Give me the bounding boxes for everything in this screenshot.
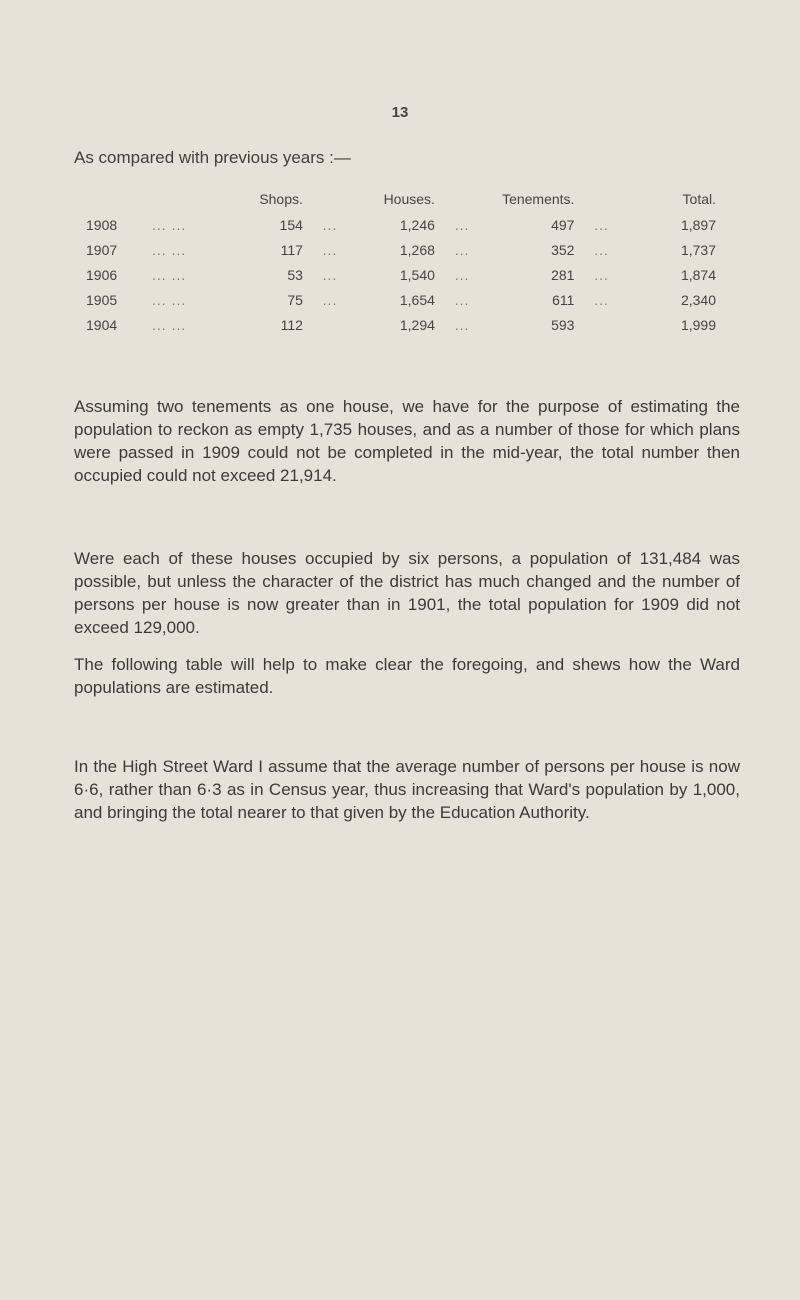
total-cell: 1,897 — [680, 216, 716, 233]
table-row — [86, 287, 716, 312]
houses-cell: 1,654 — [399, 291, 435, 308]
houses-cell: 1,540 — [399, 266, 435, 283]
tenements-cell: 611 — [552, 291, 575, 308]
leader-dots: ... — [594, 216, 609, 233]
year-cell: 1908 — [86, 216, 118, 233]
tenements-cell: 281 — [551, 266, 575, 283]
shops-cell: 53 — [287, 266, 303, 283]
table-header-row — [86, 186, 716, 212]
paragraph-high-street-ward: In the High Street Ward I assume that the average number of persons per house is now 6·6, rather than 6·3 as in Census year, thus increasing that Ward's population by 1,000, and bringing the total nearer to that given by the Education Authority. — [74, 757, 740, 822]
leader-dots — [303, 312, 357, 337]
shops-cell: 154 — [279, 216, 303, 233]
houses-cell: 1,246 — [399, 216, 435, 233]
total-cell: 1,737 — [680, 241, 716, 258]
shops-cell: 117 — [280, 241, 303, 258]
intro-text: As compared with previous years :— — [74, 148, 351, 167]
leader-dots: ... — [454, 266, 470, 283]
leader-dots: ... — [454, 291, 470, 308]
comparison-table — [86, 186, 716, 337]
leader-dots: ... ... — [152, 291, 187, 308]
leader-dots: ... — [454, 216, 470, 233]
tenements-cell: 352 — [551, 241, 575, 258]
leader-dots: ... ... — [152, 316, 187, 333]
paragraph-population-estimate: Were each of these houses occupied by six persons, a population of 131,484 was possible, but unless the character of the district has much changed and the number of persons per house is now greater than in 1901, the total population for 1909 did not exceed 129,000. — [74, 549, 740, 637]
total-cell: 1,874 — [680, 266, 716, 283]
shops-cell: 75 — [287, 291, 303, 308]
table-row — [86, 212, 716, 237]
total-cell: 1,999 — [680, 316, 716, 333]
tenements-header: Tenements. — [502, 191, 575, 207]
table-row — [86, 237, 716, 262]
tenements-cell: 593 — [551, 316, 575, 333]
leader-dots: ... — [594, 241, 609, 258]
paragraph-ward-table-intro: The following table will help to make clear the foregoing, and shews how the Ward populations are estimated. — [74, 655, 740, 697]
year-cell: 1906 — [86, 266, 118, 283]
leader-dots: ... — [322, 291, 338, 308]
page-number: 13 — [391, 104, 409, 121]
shops-cell: 112 — [280, 316, 303, 333]
leader-dots: ... ... — [152, 241, 187, 258]
leader-dots: ... — [594, 291, 609, 308]
total-header: Total. — [682, 191, 716, 207]
houses-header: Houses. — [383, 191, 435, 207]
total-cell: 2,340 — [680, 291, 716, 308]
year-cell: 1905 — [86, 291, 118, 308]
table-row — [86, 262, 716, 287]
leader-dots — [574, 312, 628, 337]
houses-cell: 1,268 — [399, 241, 435, 258]
leader-dots: ... ... — [152, 266, 187, 283]
leader-dots: ... — [322, 266, 338, 283]
year-cell: 1907 — [86, 241, 118, 258]
houses-cell: 1,294 — [399, 316, 435, 333]
shops-header: Shops. — [259, 191, 303, 207]
paragraph-empty-houses: Assuming two tenements as one house, we have for the purpose of estimating the population to reckon as empty 1,735 houses, and as a number of those for which plans were passed in 1909 could not be completed in the mid-year, the total number then occupied could not exceed 21,914. — [74, 397, 740, 485]
leader-dots: ... — [454, 316, 470, 333]
year-header — [86, 186, 152, 212]
leader-header — [152, 186, 237, 212]
tenements-cell: 497 — [551, 216, 575, 233]
leader-dots: ... — [322, 241, 338, 258]
leader-dots: ... — [322, 216, 338, 233]
table-row — [86, 312, 716, 337]
leader-dots: ... — [594, 266, 609, 283]
year-cell: 1904 — [86, 316, 118, 333]
leader-dots: ... ... — [152, 216, 187, 233]
leader-dots: ... — [454, 241, 470, 258]
